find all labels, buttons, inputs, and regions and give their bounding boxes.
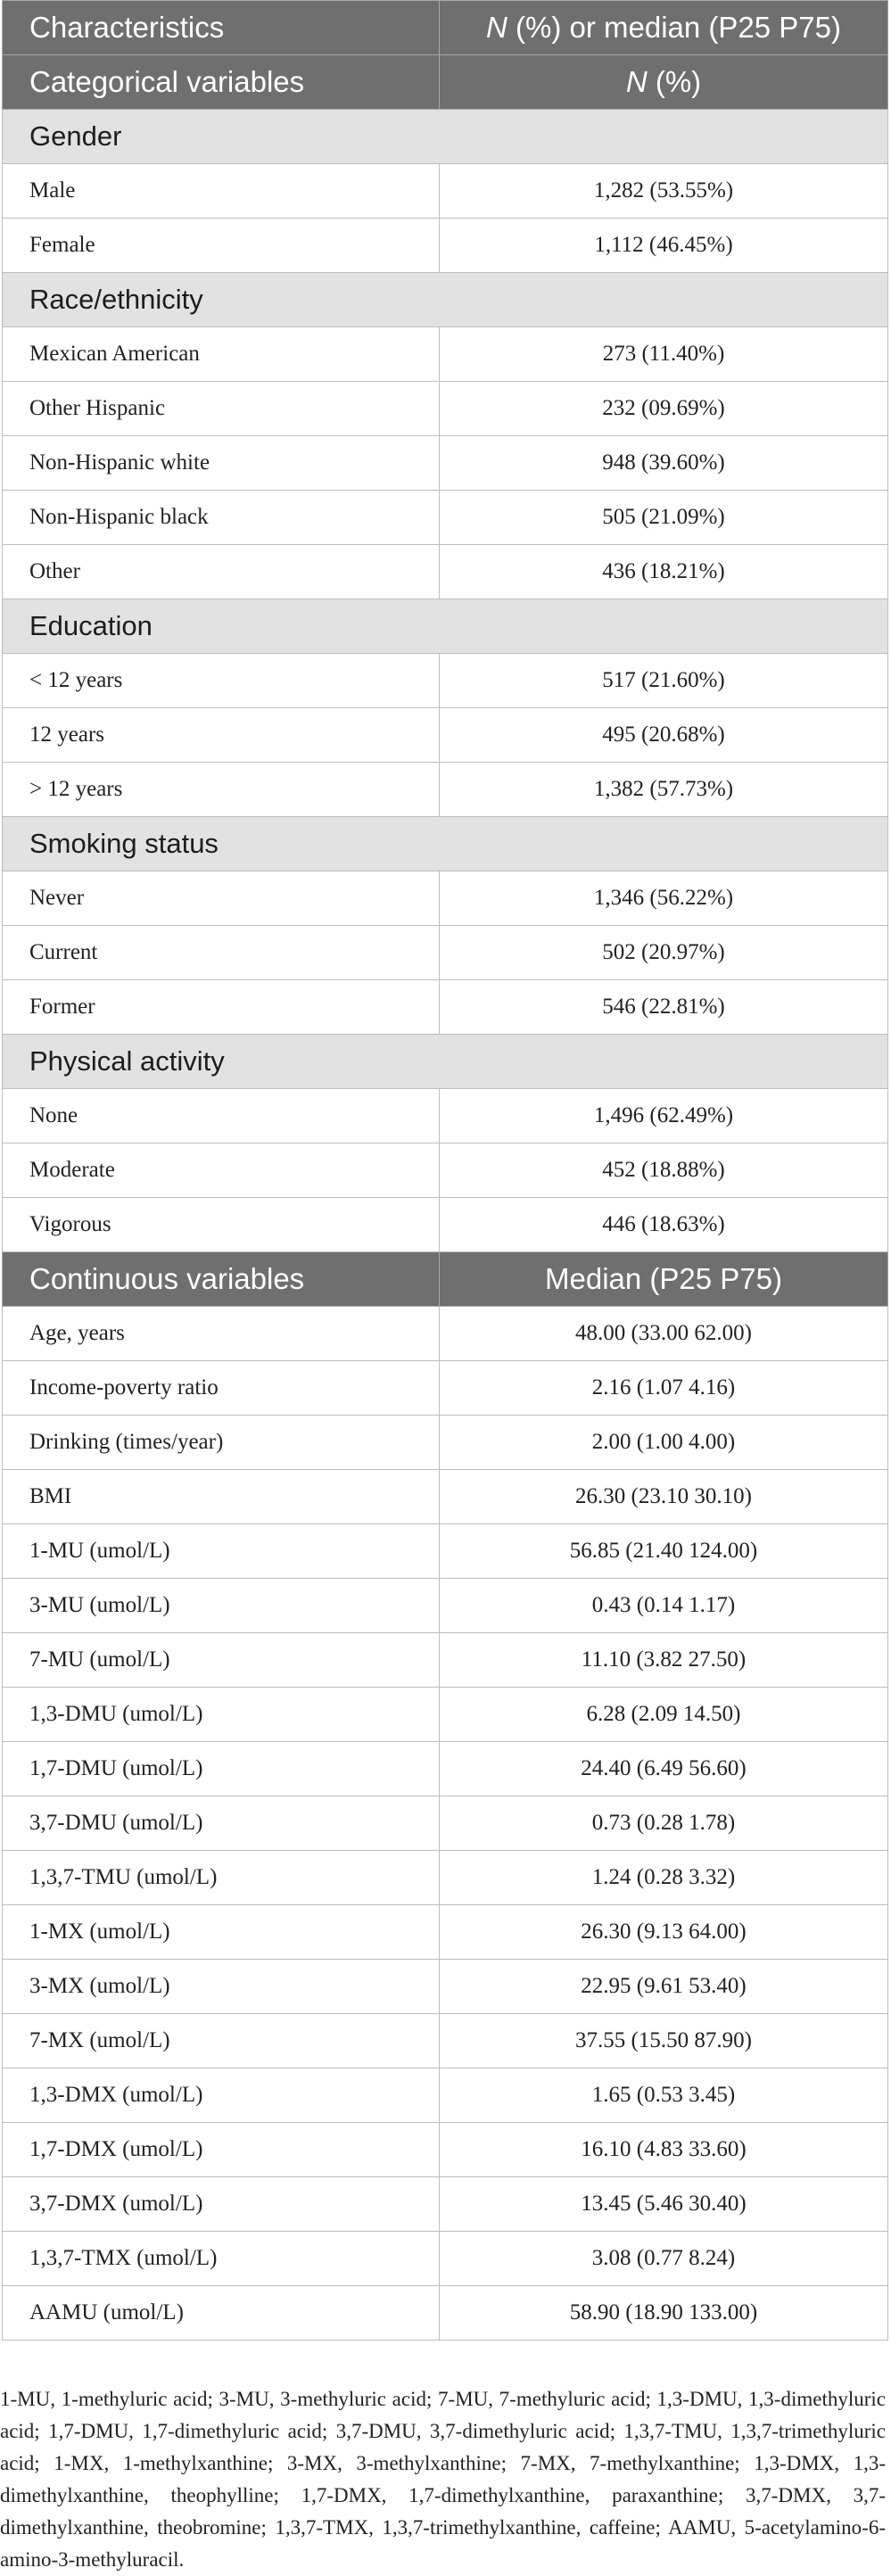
- row-value: 1.65 (0.53 3.45): [440, 2068, 888, 2123]
- row-label: 3,7-DMX (umol/L): [3, 2177, 440, 2232]
- section-title: Smoking status: [3, 817, 888, 871]
- table-row: [3, 1960, 888, 2014]
- table-row: [3, 1579, 888, 1633]
- header-value: [440, 1, 888, 55]
- row-value: 16.10 (4.83 33.60): [440, 2123, 888, 2177]
- continuous-header-value: Median (P25 P75): [440, 1252, 888, 1307]
- table-row: [3, 1361, 888, 1416]
- table-row: [3, 1742, 888, 1796]
- table-row: [3, 2177, 888, 2232]
- row-value: 452 (18.88%): [440, 1144, 888, 1198]
- row-label: 1-MX (umol/L): [3, 1905, 440, 1960]
- row-label: 1,3-DMU (umol/L): [3, 1688, 440, 1742]
- table-row: [3, 763, 888, 817]
- row-value: 1,282 (53.55%): [440, 164, 888, 219]
- row-value: 58.90 (18.90 133.00): [440, 2286, 888, 2341]
- row-value: 2.16 (1.07 4.16): [440, 1361, 888, 1416]
- row-label: 7-MU (umol/L): [3, 1633, 440, 1688]
- table-row: [3, 926, 888, 980]
- categorical-header-italic: N: [625, 65, 648, 98]
- section-title: Education: [3, 599, 888, 654]
- section-title: Gender: [3, 110, 888, 164]
- table-row: [3, 654, 888, 708]
- table-row: [3, 1416, 888, 1470]
- row-label: Other: [3, 545, 440, 599]
- row-value: 1,112 (46.45%): [440, 219, 888, 273]
- row-value: 3.08 (0.77 8.24): [440, 2232, 888, 2286]
- table-row: [3, 1633, 888, 1688]
- row-label: > 12 years: [3, 763, 440, 817]
- row-value: 11.10 (3.82 27.50): [440, 1633, 888, 1688]
- row-label: Never: [3, 871, 440, 926]
- row-label: Age, years: [3, 1307, 440, 1361]
- row-value: 2.00 (1.00 4.00): [440, 1416, 888, 1470]
- row-label: Moderate: [3, 1144, 440, 1198]
- section-title: Race/ethnicity: [3, 273, 888, 327]
- table-row: [3, 708, 888, 763]
- row-value: 948 (39.60%): [440, 436, 888, 491]
- row-value: 517 (21.60%): [440, 654, 888, 708]
- row-label: Current: [3, 926, 440, 980]
- table-row: [3, 871, 888, 926]
- row-label: Income-poverty ratio: [3, 1361, 440, 1416]
- row-value: 37.55 (15.50 87.90): [440, 2014, 888, 2068]
- table-row: [3, 2068, 888, 2123]
- table-row: [3, 2014, 888, 2068]
- table-row: [3, 327, 888, 382]
- row-label: None: [3, 1089, 440, 1144]
- row-label: Female: [3, 219, 440, 273]
- section-row: [3, 1035, 888, 1089]
- table-row: [3, 1144, 888, 1198]
- row-value: 1,346 (56.22%): [440, 871, 888, 926]
- row-label: Non-Hispanic white: [3, 436, 440, 491]
- row-label: 3,7-DMU (umol/L): [3, 1796, 440, 1851]
- row-label: 3-MU (umol/L): [3, 1579, 440, 1633]
- row-label: 12 years: [3, 708, 440, 763]
- row-label: Drinking (times/year): [3, 1416, 440, 1470]
- categorical-header-rest: (%): [647, 65, 702, 98]
- categorical-header-row: [3, 55, 888, 110]
- section-row: [3, 817, 888, 871]
- row-label: AAMU (umol/L): [3, 2286, 440, 2341]
- row-label: BMI: [3, 1470, 440, 1524]
- row-label: 1-MU (umol/L): [3, 1524, 440, 1579]
- table-row: [3, 382, 888, 436]
- row-value: 505 (21.09%): [440, 491, 888, 545]
- table-row: [3, 1796, 888, 1851]
- row-label: < 12 years: [3, 654, 440, 708]
- table-row: [3, 436, 888, 491]
- row-value: 6.28 (2.09 14.50): [440, 1688, 888, 1742]
- row-label: Male: [3, 164, 440, 219]
- row-value: 495 (20.68%): [440, 708, 888, 763]
- row-label: 1,7-DMX (umol/L): [3, 2123, 440, 2177]
- continuous-header-row: [3, 1252, 888, 1307]
- row-value: 24.40 (6.49 56.60): [440, 1742, 888, 1796]
- table-row: [3, 219, 888, 273]
- row-value: 1,496 (62.49%): [440, 1089, 888, 1144]
- row-value: 0.73 (0.28 1.78): [440, 1796, 888, 1851]
- categorical-header-label: Categorical variables: [3, 55, 440, 110]
- row-value: 232 (09.69%): [440, 382, 888, 436]
- categorical-header-value: [440, 55, 888, 110]
- section-title: Physical activity: [3, 1035, 888, 1089]
- row-value: 436 (18.21%): [440, 545, 888, 599]
- table-row: [3, 2232, 888, 2286]
- row-value: 446 (18.63%): [440, 1198, 888, 1252]
- table-row: [3, 2286, 888, 2341]
- table-row: [3, 545, 888, 599]
- row-label: 1,3-DMX (umol/L): [3, 2068, 440, 2123]
- row-value: 546 (22.81%): [440, 980, 888, 1035]
- row-value: 273 (11.40%): [440, 327, 888, 382]
- table-row: [3, 1524, 888, 1579]
- section-row: [3, 110, 888, 164]
- row-label: 3-MX (umol/L): [3, 1960, 440, 2014]
- row-label: Vigorous: [3, 1198, 440, 1252]
- row-value: 0.43 (0.14 1.17): [440, 1579, 888, 1633]
- row-value: 26.30 (23.10 30.10): [440, 1470, 888, 1524]
- row-value: 1,382 (57.73%): [440, 763, 888, 817]
- continuous-header-label: Continuous variables: [3, 1252, 440, 1307]
- row-label: 7-MX (umol/L): [3, 2014, 440, 2068]
- row-value: 26.30 (9.13 64.00): [440, 1905, 888, 1960]
- row-label: 1,7-DMU (umol/L): [3, 1742, 440, 1796]
- section-row: [3, 599, 888, 654]
- table-row: [3, 1688, 888, 1742]
- row-label: Mexican American: [3, 327, 440, 382]
- header-value-rest: (%) or median (P25 P75): [507, 11, 841, 44]
- row-value: 48.00 (33.00 62.00): [440, 1307, 888, 1361]
- table-header-row: [3, 1, 888, 55]
- table-row: [3, 980, 888, 1035]
- row-value: 22.95 (9.61 53.40): [440, 1960, 888, 2014]
- row-value: 1.24 (0.28 3.32): [440, 1851, 888, 1905]
- table-row: [3, 1198, 888, 1252]
- section-row: [3, 273, 888, 327]
- header-value-italic: N: [486, 11, 507, 44]
- table-row: [3, 1905, 888, 1960]
- row-label: Former: [3, 980, 440, 1035]
- row-value: 502 (20.97%): [440, 926, 888, 980]
- characteristics-table: [2, 0, 888, 2341]
- header-characteristics: Characteristics: [3, 1, 440, 55]
- table-row: [3, 1089, 888, 1144]
- table-footnote: 1-MU, 1-methyluric acid; 3-MU, 3-methyluric acid; 7-MU, 7-methyluric acid; 1,3-DMU, 1,3-dimethyluric acid; 1,7-DMU, 1,7-dimethyluric acid; 3,7-DMU, 3,7-dimethyluric acid; 1,3,7-TMU, 1,3,7-trimethyluric acid; 1-MX, 1-methylxanthine; 3-MX, 3-methylxanthine; 7-MX, 7-methylxanthine; 1,3-DMX, 1,3-dimethylxanthine, theophylline; 1,7-DMX, 1,7-dimethylxanthine, paraxanthine; 3,7-DMX, 3,7-dimethylxanthine, theobromine; 1,3,7-TMX, 1,3,7-trimethylxanthine, caffeine; AAMU, 5-acetylamino-6-amino-3-methyluracil.: [0, 2388, 886, 2571]
- row-value: 56.85 (21.40 124.00): [440, 1524, 888, 1579]
- row-label: Non-Hispanic black: [3, 491, 440, 545]
- row-label: Other Hispanic: [3, 382, 440, 436]
- row-value: 13.45 (5.46 30.40): [440, 2177, 888, 2232]
- table-row: [3, 1470, 888, 1524]
- row-label: 1,3,7-TMX (umol/L): [3, 2232, 440, 2286]
- table-row: [3, 1851, 888, 1905]
- row-label: 1,3,7-TMU (umol/L): [3, 1851, 440, 1905]
- table-row: [3, 491, 888, 545]
- table-row: [3, 1307, 888, 1361]
- table-row: [3, 2123, 888, 2177]
- table-row: [3, 164, 888, 219]
